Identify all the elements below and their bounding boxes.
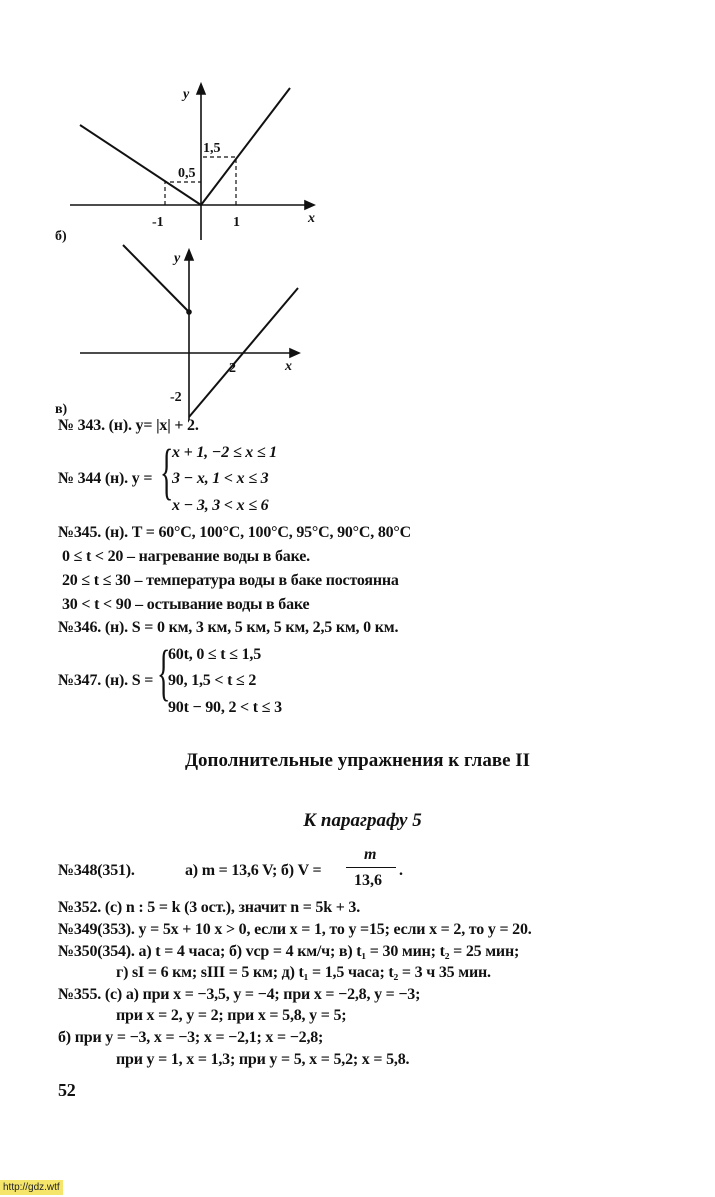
text-line: б) при y = −3, x = −3; x = −2,1; x = −2,8; [58,1029,324,1046]
problem-349: №349(353). y = 5x + 10 x > 0, если x = 1, то y =15; если x = 2, то y = 20. [58,921,532,938]
y-label: y [183,87,190,102]
value-label: 0,5 [178,166,196,181]
problem-346: №346. (н). S = 0 км, 3 км, 5 км, 5 км, 2,5 км, 0 км. [58,619,399,636]
case: 3 − x, 1 < x ≤ 3 [172,470,269,487]
problem-347-label: №347. (н). S = [58,672,154,689]
case: 90, 1,5 < t ≤ 2 [168,672,257,689]
text-line: 20 ≤ t ≤ 30 – температура воды в баке постоянна [62,572,399,589]
page-number: 52 [58,1080,76,1100]
graph-line [80,88,290,205]
x-arrow-icon [305,201,314,209]
watermark-link[interactable]: http://gdz.wtf [0,1180,63,1195]
section-heading: Дополнительные упражнения к главе II [184,750,531,771]
brace: { [157,639,171,707]
fraction-bar [346,867,396,868]
case: x + 1, −2 ≤ x ≤ 1 [172,444,277,461]
text-line: г) sI = 6 км; sIII = 5 км; д) t₁ = 1,5 часа; t₂ = 3 ч 35 мин. [116,964,491,981]
y-arrow-icon [197,84,205,94]
text-line: при x = 2, y = 2; при x = 5,8, y = 5; [116,1007,347,1024]
case: 90t − 90, 2 < t ≤ 3 [168,699,282,716]
graph-b [70,84,314,240]
case: 60t, 0 ≤ t ≤ 1,5 [168,646,262,663]
text-line: при y = 1, x = 1,3; при y = 5, x = 5,2; x = 5,8. [116,1051,410,1068]
graphs [0,0,715,440]
x-label: x [285,359,292,374]
x-arrow-icon [290,349,299,357]
graph-label: в) [55,402,68,417]
problem-343: № 343. (н). y= |x| + 2. [58,417,199,434]
problem-344-label: № 344 (н). y = [58,470,153,487]
y-label: y [174,251,181,266]
tick-label: 2 [229,361,236,376]
tick-label: 1 [233,215,240,230]
case: x − 3, 3 < x ≤ 6 [172,497,269,514]
fraction-numerator: m [364,846,377,863]
y-arrow-icon [185,250,193,260]
tick-label: -2 [170,390,182,405]
problem-355: №355. (с) а) при x = −3,5, y = −4; при x = −2,8, y = −3; [58,986,421,1003]
problem-350: №350(354). а) t = 4 часа; б) vср = 4 км/ч; в) t₁ = 30 мин; t₂ = 25 мин; [58,943,520,960]
graph-v [80,245,299,420]
graph-label: б) [55,229,67,244]
value-label: 1,5 [203,141,221,156]
fraction-denominator: 13,6 [354,872,382,889]
problem-348-label: №348(351). [58,862,135,879]
problem-345: №345. (н). T = 60°C, 100°C, 100°C, 95°C, 90°C, 80°C [58,524,411,541]
subsection-heading: К параграфу 5 [303,810,422,831]
text-line: 30 < t < 90 – остывание воды в баке [62,596,310,613]
period: . [399,862,403,879]
tick-label: -1 [152,215,164,230]
text-line: 0 ≤ t < 20 – нагревание воды в баке. [62,548,310,565]
problem-348-text: а) m = 13,6 V; б) V = [185,862,322,879]
problem-352: №352. (с) n : 5 = k (3 ост.), значит n = 5k + 3. [58,899,361,916]
x-label: x [308,211,315,226]
brace: { [160,438,174,506]
